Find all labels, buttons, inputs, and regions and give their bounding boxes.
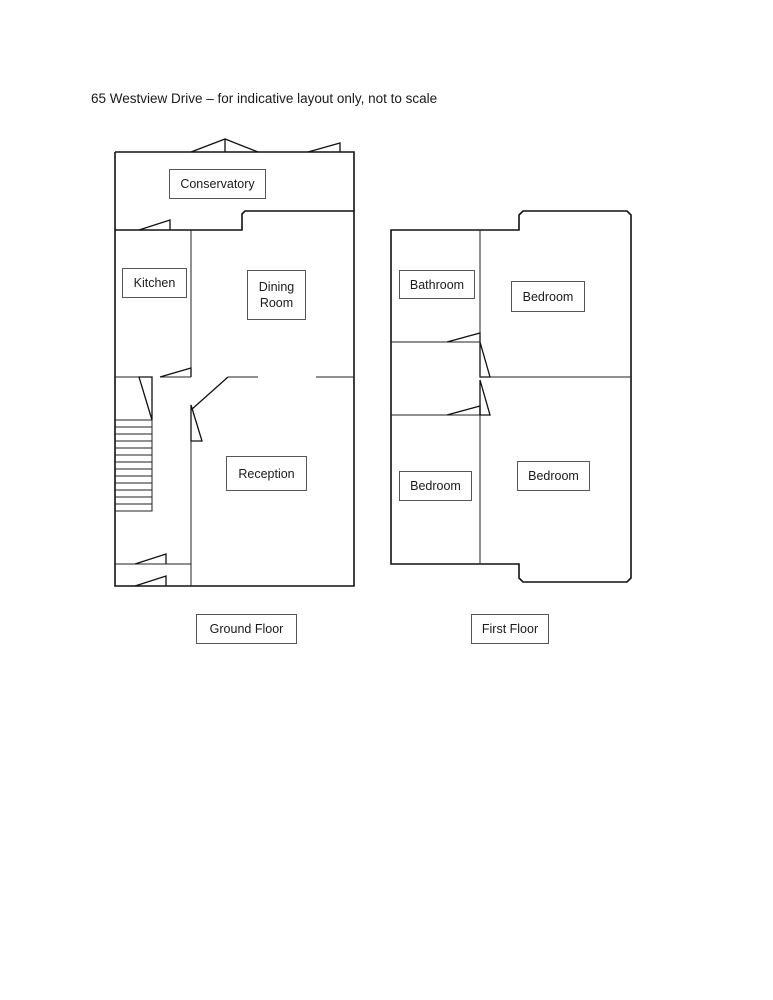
room-label-bedroom-small: Bedroom <box>399 471 472 501</box>
caption-first-floor: First Floor <box>471 614 549 644</box>
room-label-dining-room <box>247 270 306 320</box>
room-label-bedroom-rear: Bedroom <box>511 281 585 312</box>
room-label-reception: Reception <box>226 456 307 491</box>
room-label-bathroom: Bathroom <box>399 270 475 299</box>
first-floor-doors <box>447 333 490 415</box>
room-label-bedroom-front: Bedroom <box>517 461 590 491</box>
dining-room-line1: Dining <box>258 280 295 294</box>
dining-room-line2: Room <box>259 296 294 310</box>
ground-floor-walls <box>115 152 354 586</box>
room-label-conservatory: Conservatory <box>169 169 266 199</box>
caption-ground-floor: Ground Floor <box>196 614 297 644</box>
staircase <box>115 420 152 511</box>
plan-title: 65 Westview Drive – for indicative layout only, not to scale <box>91 91 438 106</box>
first-floor-walls <box>391 211 631 582</box>
ground-floor-doors <box>135 139 340 586</box>
room-label-kitchen: Kitchen <box>122 268 187 298</box>
